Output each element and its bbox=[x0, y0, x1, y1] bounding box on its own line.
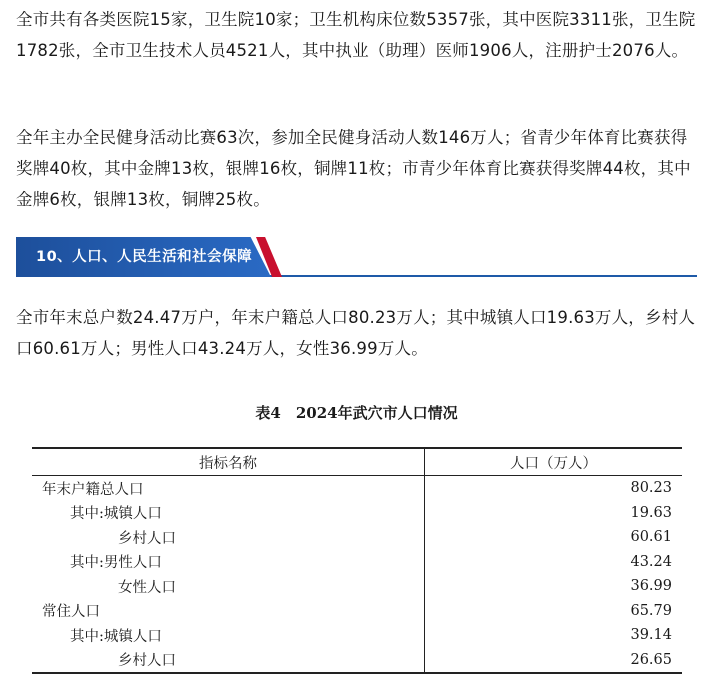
table-row bbox=[32, 599, 682, 624]
row-population-value: 36.99 bbox=[630, 578, 672, 595]
table-row bbox=[32, 550, 682, 575]
header-indicator-name: 指标名称 bbox=[32, 448, 425, 476]
paragraph-population: 全市年末总户数24.47万户，年末户籍总人口80.23万人；其中城镇人口19.63万人，乡村人口60.61万人；男性人口43.24万人，女性36.99万人。 bbox=[16, 308, 696, 358]
row-population-value: 60.61 bbox=[630, 529, 672, 546]
paragraph-health: 全市共有各类医院15家，卫生院10家；卫生机构床位数5357张，其中医院3311张，卫生院1782张，全市卫生技术人员4521人，其中执业（助理）医师1906人，注册护士2076人。 bbox=[16, 10, 696, 60]
table-row bbox=[32, 476, 682, 501]
row-indicator-name: 乡村人口 bbox=[32, 525, 425, 550]
row-population-value: 65.79 bbox=[630, 602, 672, 619]
row-population-value: 19.63 bbox=[630, 504, 672, 521]
population-table bbox=[32, 447, 682, 674]
table-row bbox=[32, 574, 682, 599]
table-body bbox=[32, 476, 682, 674]
header-population: 人口（万人） bbox=[510, 455, 597, 472]
table-row bbox=[32, 623, 682, 648]
row-indicator-name: 其中:男性人口 bbox=[32, 550, 425, 575]
row-indicator-name: 女性人口 bbox=[32, 574, 425, 599]
row-population-value: 43.24 bbox=[630, 553, 672, 570]
table-row bbox=[32, 501, 682, 526]
table-title: 表4 2024年武穴市人口情况 bbox=[255, 404, 458, 422]
row-population-value: 26.65 bbox=[630, 651, 672, 668]
table-header-row bbox=[32, 448, 682, 476]
row-population-value: 80.23 bbox=[630, 480, 672, 497]
paragraph-sports: 全年主办全民健身活动比赛63次，参加全民健身活动人数146万人；省青少年体育比赛获得奖牌40枚，其中金牌13枚，银牌16枚，铜牌11枚；市青少年体育比赛获得奖牌44枚，其中金牌6枚，银牌13枚，铜牌25枚。 bbox=[16, 128, 691, 209]
row-population-value: 39.14 bbox=[630, 627, 672, 644]
row-indicator-name: 常住人口 bbox=[32, 599, 425, 624]
row-indicator-name: 其中:城镇人口 bbox=[32, 501, 425, 526]
row-indicator-name: 年末户籍总人口 bbox=[32, 476, 425, 501]
table-row bbox=[32, 525, 682, 550]
row-indicator-name: 其中:城镇人口 bbox=[32, 623, 425, 648]
row-indicator-name: 乡村人口 bbox=[32, 648, 425, 674]
table-row bbox=[32, 648, 682, 674]
section-header bbox=[16, 237, 697, 277]
section-title: 10、人口、人民生活和社会保障 bbox=[36, 249, 253, 265]
